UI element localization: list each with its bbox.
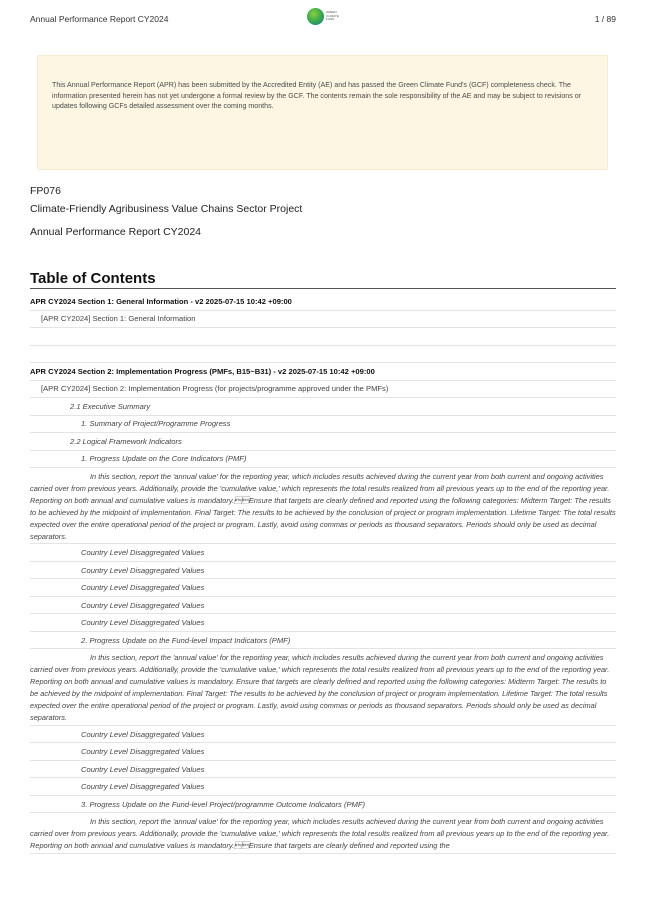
disclaimer-notice [37, 55, 608, 170]
toc-entry[interactable]: 1. Progress Update on the Core Indicators (PMF) [30, 451, 616, 469]
toc-entry[interactable]: Country Level Disaggregated Values [30, 726, 616, 744]
logo-text: GREEN CLIMATE FUND [326, 10, 339, 22]
toc-entry[interactable]: Country Level Disaggregated Values [30, 597, 616, 615]
toc-heading: Table of Contents [30, 270, 616, 289]
toc-entry[interactable]: Country Level Disaggregated Values [30, 579, 616, 597]
toc-entry[interactable]: 2.2 Logical Framework Indicators [30, 433, 616, 451]
toc-entry[interactable]: Country Level Disaggregated Values [30, 778, 616, 796]
toc-entry[interactable]: 3. Progress Update on the Fund-level Project/programme Outcome Indicators (PMF) [30, 796, 616, 814]
toc-instruction-paragraph: In this section, report the 'annual value' for the reporting year, which includes results achieved during the current year from both current and ongoing activities carried over from previous years. Additionally, provide the 'cumulative value,' which represents the total results realized from all previous years up to the end of the reporting year. Reporting on both annual and cumulative values is mandatory.Ensure that targets are clearly defined and reported using the following categories: Midterm Target: The results to be achieved by the midpoint of implementation. Final Target: The results to be achieved by the conclusion of project or program implementation. Lifetime Target: The total results expected over the entire operational period of the project or program. Lastly, avoid using commas or periods as thousand separators. Periods should only be used as decimal separators. [30, 468, 616, 544]
toc-entry[interactable]: [APR CY2024] Section 2: Implementation Progress (for projects/programme approved under the PMFs) [30, 381, 616, 399]
toc-instruction-paragraph: In this section, report the 'annual value' for the reporting year, which includes results achieved during the current year from both current and ongoing activities carried over from previous years. Additionally, provide the 'cumulative value,' which represents the total results realized from all previous years up to the end of the reporting year. Reporting on both annual and cumulative values is mandatory.Ensure that targets are clearly defined and reported using the [30, 813, 616, 854]
toc-entry[interactable]: Country Level Disaggregated Values [30, 544, 616, 562]
toc-entry[interactable]: [APR CY2024] Section 1: General Information [30, 311, 616, 329]
page-indicator: 1 / 89 [594, 14, 616, 24]
toc-instruction-paragraph: In this section, report the 'annual value' for the reporting year, which includes results achieved during the current year from both current and ongoing activities carried over from previous years. Additionally, provide the 'cumulative value,' which represents the total results realized from all previous years up to the end of the reporting year. Reporting on both annual and cumulative values is mandatory. Ensure that targets are clearly defined and reported using the following categories: Midterm Target: The results to be achieved by the midpoint of implementation. Final Target: The results to be achieved by the conclusion of project or program implementation. Lifetime Target: The total results expected over the entire operational period of the project or program. Lastly, avoid using commas or periods as thousand separators. Periods should only be used as decimal separators. [30, 649, 616, 725]
green-climate-fund-globe-icon [307, 8, 324, 25]
report-subtitle: Annual Performance Report CY2024 [30, 226, 202, 238]
table-of-contents [30, 293, 616, 854]
toc-blank-row [30, 328, 616, 346]
disclaimer-text: This Annual Performance Report (APR) has been submitted by the Accredited Entity (AE) and has passed the Green Climate Fund's (GCF) completeness check. The information presented herein has not yet undergone a formal review by the GCF. The contents remain the sole responsibility of the AE and may be subject to revisions or updates following GCFs detailed assessment over the coming months. [52, 81, 582, 110]
toc-entry[interactable]: 2.1 Executive Summary [30, 398, 616, 416]
toc-section-heading[interactable]: APR CY2024 Section 1: General Information - v2 2025-07-15 10:42 +09:00 [30, 293, 616, 311]
toc-entry[interactable]: Country Level Disaggregated Values [30, 743, 616, 761]
toc-section-heading[interactable]: APR CY2024 Section 2: Implementation Progress (PMFs, B15~B31) - v2 2025-07-15 10:42 +09:00 [30, 363, 616, 381]
project-title: Climate-Friendly Agribusiness Value Chains Sector Project [30, 203, 303, 215]
toc-entry[interactable]: Country Level Disaggregated Values [30, 614, 616, 632]
toc-entry[interactable]: Country Level Disaggregated Values [30, 761, 616, 779]
toc-entry[interactable]: 1. Summary of Project/Programme Progress [30, 416, 616, 434]
report-running-title: Annual Performance Report CY2024 [30, 14, 169, 24]
project-code: FP076 [30, 185, 61, 197]
gcf-logo [307, 8, 340, 25]
toc-blank-row [30, 346, 616, 364]
toc-entry[interactable]: 2. Progress Update on the Fund-level Impact Indicators (PMF) [30, 632, 616, 650]
toc-entry[interactable]: Country Level Disaggregated Values [30, 562, 616, 580]
